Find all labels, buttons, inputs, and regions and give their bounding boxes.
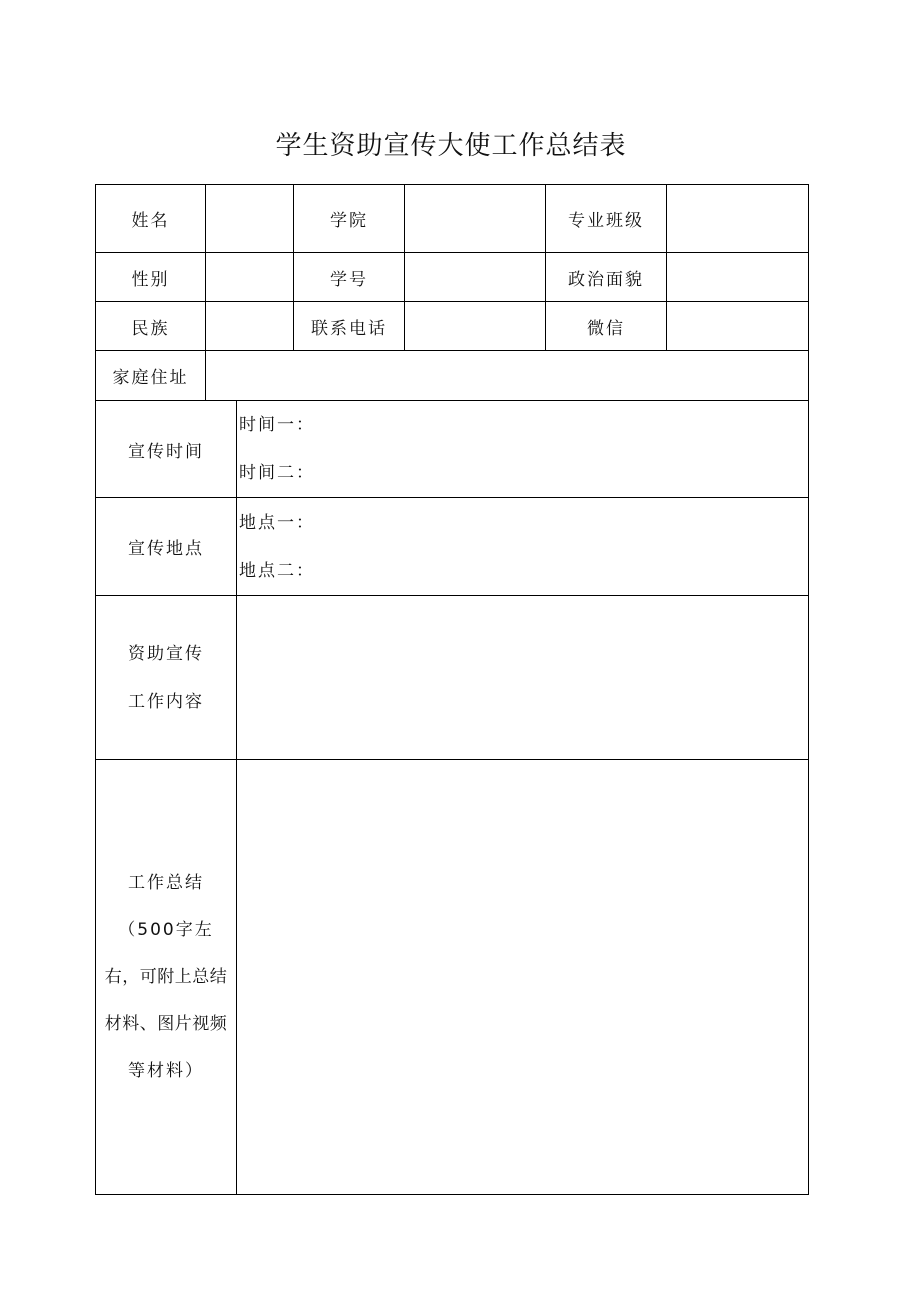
work-summary-label-line5: 等材料）	[128, 1060, 204, 1081]
promotion-place-label: 宣传地点	[96, 498, 237, 596]
work-summary-field[interactable]	[237, 760, 809, 1195]
row-promotion-time	[96, 401, 809, 498]
college-label: 学院	[294, 185, 405, 253]
work-summary-label-line3: 右，可附上总结	[104, 966, 228, 987]
student-id-label: 学号	[294, 253, 405, 302]
row-name-college-major	[96, 185, 809, 253]
time-one-label: 时间一：	[239, 415, 315, 435]
name-field[interactable]	[206, 185, 294, 253]
summary-form-table	[95, 184, 809, 1195]
college-field[interactable]	[405, 185, 546, 253]
row-address	[96, 351, 809, 401]
name-label: 姓名	[96, 185, 206, 253]
work-content-field[interactable]	[237, 596, 809, 760]
wechat-field[interactable]	[667, 302, 809, 351]
row-work-content	[96, 596, 809, 760]
row-work-summary	[96, 760, 809, 1195]
phone-field[interactable]	[405, 302, 546, 351]
work-summary-label-line2: （500字左	[118, 919, 214, 940]
political-status-label: 政治面貌	[546, 253, 667, 302]
ethnicity-field[interactable]	[206, 302, 294, 351]
form-title: 学生资助宣传大使工作总结表	[275, 131, 627, 161]
promotion-place-field[interactable]	[237, 498, 809, 596]
work-summary-label	[96, 760, 237, 1195]
row-promotion-place	[96, 498, 809, 596]
work-content-label-line1: 资助宣传	[128, 643, 204, 664]
row-gender-id-political	[96, 253, 809, 302]
promotion-time-label: 宣传时间	[96, 401, 237, 498]
address-label: 家庭住址	[96, 351, 206, 401]
work-content-label-line2: 工作内容	[128, 691, 204, 712]
major-class-label: 专业班级	[546, 185, 667, 253]
wechat-label: 微信	[546, 302, 667, 351]
promotion-time-field[interactable]	[237, 401, 809, 498]
gender-field[interactable]	[206, 253, 294, 302]
phone-label: 联系电话	[294, 302, 405, 351]
time-two-label: 时间二：	[239, 463, 315, 483]
place-one-label: 地点一：	[239, 512, 315, 533]
political-status-field[interactable]	[667, 253, 809, 302]
gender-label: 性别	[96, 253, 206, 302]
student-id-field[interactable]	[405, 253, 546, 302]
ethnicity-label: 民族	[96, 302, 206, 351]
row-ethnicity-phone-wechat	[96, 302, 809, 351]
place-two-label: 地点二：	[239, 560, 315, 581]
major-class-field[interactable]	[667, 185, 809, 253]
work-summary-label-line4: 材料、图片视频	[104, 1013, 228, 1034]
work-content-label	[96, 596, 237, 760]
work-summary-label-line1: 工作总结	[128, 872, 204, 893]
address-field[interactable]	[206, 351, 809, 401]
